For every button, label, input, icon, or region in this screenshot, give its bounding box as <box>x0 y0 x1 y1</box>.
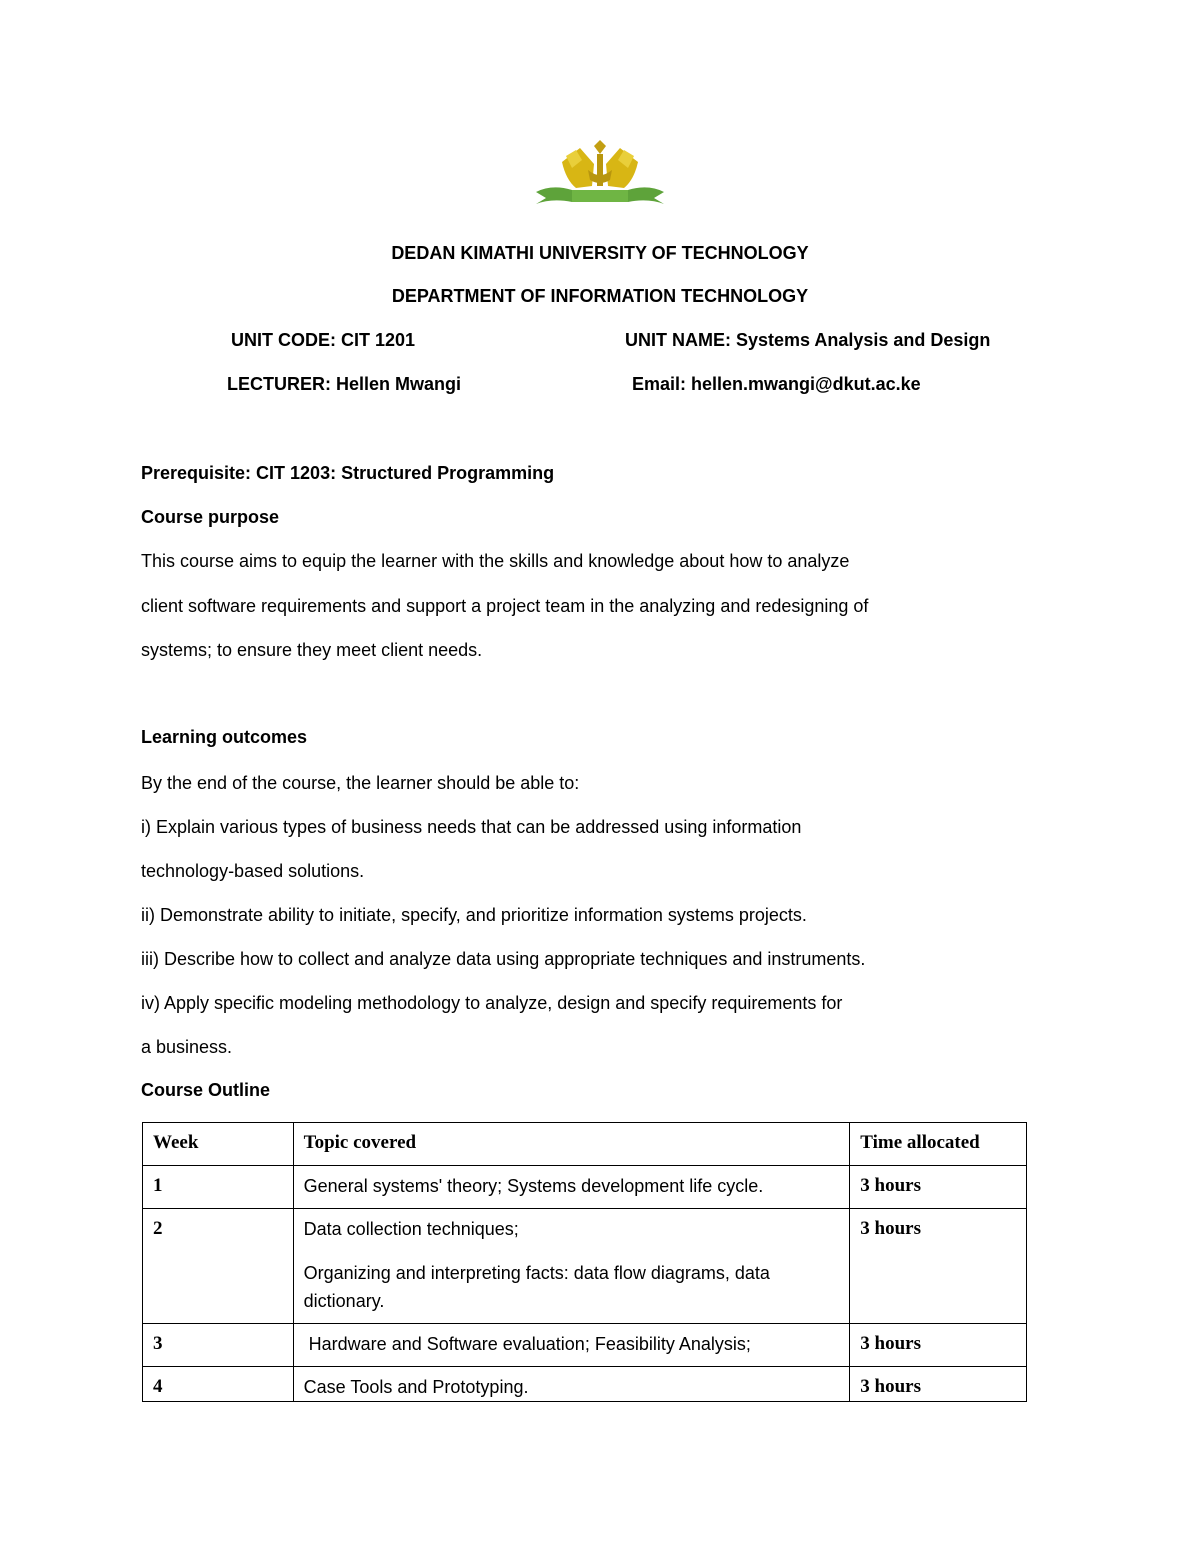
university-name: DEDAN KIMATHI UNIVERSITY OF TECHNOLOGY <box>391 243 809 263</box>
week-cell: 2 <box>143 1209 294 1324</box>
topic-cell <box>293 1166 850 1209</box>
course-purpose-line: systems; to ensure they meet client needs. <box>141 640 483 660</box>
column-header-topic: Topic covered <box>293 1123 850 1166</box>
lecturer-email: Email: hellen.mwangi@dkut.ac.ke <box>632 374 921 394</box>
course-purpose-line: This course aims to equip the learner with the skills and knowledge about how to analyze <box>141 551 850 571</box>
topic-text: Case Tools and Prototyping. <box>303 1377 529 1397</box>
course-outline-heading: Course Outline <box>141 1080 271 1100</box>
table-row <box>143 1166 1027 1209</box>
learning-outcome-line: a business. <box>141 1037 233 1057</box>
topic-text: General systems' theory; Systems development life cycle. <box>303 1176 764 1196</box>
learning-outcomes-heading: Learning outcomes <box>141 727 308 747</box>
time-cell: 3 hours <box>850 1324 1027 1367</box>
time-cell: 3 hours <box>850 1166 1027 1209</box>
prerequisite: Prerequisite: CIT 1203: Structured Programming <box>141 463 555 483</box>
week-cell: 4 <box>143 1367 294 1402</box>
university-logo <box>532 140 668 210</box>
topic-text: Hardware and Software evaluation; Feasibility Analysis; <box>303 1334 751 1354</box>
learning-outcome-line: i) Explain various types of business needs that can be addressed using information <box>141 817 802 837</box>
learning-outcome-line: iii) Describe how to collect and analyze data using appropriate techniques and instruments. <box>141 949 866 969</box>
week-cell: 1 <box>143 1166 294 1209</box>
topic-cell <box>293 1324 850 1367</box>
department-name: DEPARTMENT OF INFORMATION TECHNOLOGY <box>391 286 809 306</box>
unit-name: UNIT NAME: Systems Analysis and Design <box>625 330 991 350</box>
column-header-time: Time allocated <box>850 1123 1027 1166</box>
topic-text: Organizing and interpreting facts: data flow diagrams, data dictionary. <box>303 1263 770 1311</box>
column-header-week: Week <box>143 1123 294 1166</box>
topic-cell <box>293 1367 850 1402</box>
table-header-row <box>143 1123 1027 1166</box>
learning-outcome-line: technology-based solutions. <box>141 861 365 881</box>
time-cell: 3 hours <box>850 1209 1027 1324</box>
course-purpose-line: client software requirements and support a project team in the analyzing and redesigning of <box>141 596 869 616</box>
topic-text: Data collection techniques; <box>303 1219 519 1239</box>
course-outline-table <box>142 1122 1027 1402</box>
course-purpose-heading: Course purpose <box>141 507 280 527</box>
time-cell: 3 hours <box>850 1367 1027 1402</box>
unit-code: UNIT CODE: CIT 1201 <box>231 330 416 350</box>
learning-outcome-line: ii) Demonstrate ability to initiate, specify, and prioritize information systems projects. <box>141 905 807 925</box>
lecturer-name: LECTURER: Hellen Mwangi <box>227 374 462 394</box>
table-row <box>143 1209 1027 1324</box>
week-cell: 3 <box>143 1324 294 1367</box>
topic-cell <box>293 1209 850 1324</box>
learning-outcome-line: iv) Apply specific modeling methodology to analyze, design and specify requirements for <box>141 993 843 1013</box>
learning-outcome-line: By the end of the course, the learner should be able to: <box>141 773 580 793</box>
table-row <box>143 1367 1027 1402</box>
table-row <box>143 1324 1027 1367</box>
